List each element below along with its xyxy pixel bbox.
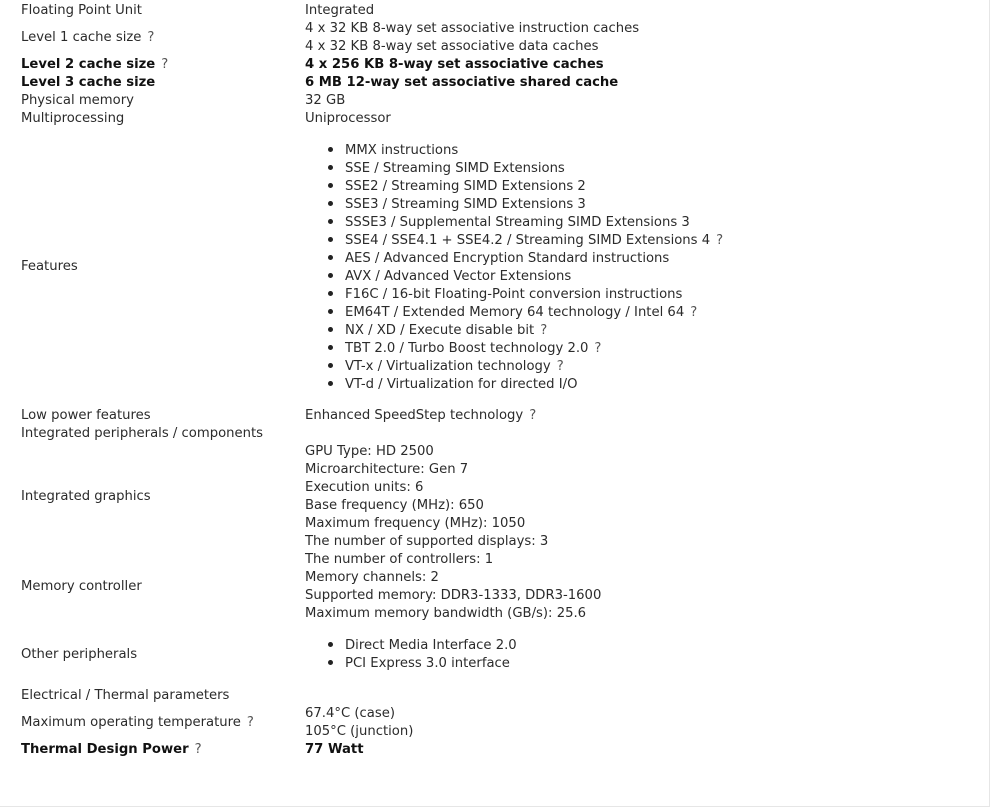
- list-item: TBT 2.0 / Turbo Boost technology 2.0 ?: [328, 340, 723, 358]
- value-multiprocessing: Uniprocessor: [305, 111, 391, 126]
- value-memory-bandwidth: Maximum memory bandwidth (GB/s): 25.6: [305, 606, 587, 621]
- value-l1-data: 4 x 32 KB 8-way set associative data caches: [305, 39, 599, 54]
- label-electrical-thermal: Electrical / Thermal parameters: [21, 688, 230, 703]
- label-l2-cache: Level 2 cache size ?: [21, 57, 169, 72]
- list-item: NX / XD / Execute disable bit ?: [328, 322, 723, 340]
- value-base-frequency: Base frequency (MHz): 650: [305, 498, 484, 513]
- label-other-peripherals: Other peripherals: [21, 647, 138, 662]
- value-gpu-type: GPU Type: HD 2500: [305, 444, 434, 459]
- label-l1-cache: Level 1 cache size ?: [21, 30, 155, 45]
- value-fpu: Integrated: [305, 3, 375, 18]
- list-item: SSSE3 / Supplemental Streaming SIMD Extensions 3: [328, 214, 723, 232]
- list-item: PCI Express 3.0 interface: [328, 655, 517, 673]
- value-temp-junction: 105°C (junction): [305, 724, 414, 739]
- label-integrated-graphics: Integrated graphics: [21, 489, 151, 504]
- help-icon[interactable]: ?: [540, 323, 548, 338]
- list-item: F16C / 16-bit Floating-Point conversion instructions: [328, 286, 723, 304]
- list-item: VT-d / Virtualization for directed I/O: [328, 376, 723, 394]
- label-fpu: Floating Point Unit: [21, 3, 142, 18]
- label-tdp: Thermal Design Power ?: [21, 742, 202, 757]
- value-low-power: Enhanced SpeedStep technology ?: [305, 408, 537, 423]
- help-icon[interactable]: ?: [147, 30, 155, 45]
- help-icon[interactable]: ?: [716, 233, 724, 248]
- list-item: VT-x / Virtualization technology ?: [328, 358, 723, 376]
- list-item: SSE2 / Streaming SIMD Extensions 2: [328, 178, 723, 196]
- label-features: Features: [21, 259, 78, 274]
- value-controllers: The number of controllers: 1: [305, 552, 494, 567]
- list-item: SSE / Streaming SIMD Extensions: [328, 160, 723, 178]
- label-multiprocessing: Multiprocessing: [21, 111, 125, 126]
- label-max-temperature: Maximum operating temperature ?: [21, 715, 254, 730]
- list-item: SSE4 / SSE4.1 + SSE4.2 / Streaming SIMD Extensions 4 ?: [328, 232, 723, 250]
- label-l3-cache: Level 3 cache size: [21, 75, 156, 90]
- value-l3-cache: 6 MB 12-way set associative shared cache: [305, 75, 619, 90]
- value-memory-channels: Memory channels: 2: [305, 570, 439, 585]
- value-l2-cache: 4 x 256 KB 8-way set associative caches: [305, 57, 604, 72]
- label-integrated-peripherals: Integrated peripherals / components: [21, 426, 264, 441]
- list-item: SSE3 / Streaming SIMD Extensions 3: [328, 196, 723, 214]
- help-icon[interactable]: ?: [194, 742, 202, 757]
- label-low-power: Low power features: [21, 408, 151, 423]
- help-icon[interactable]: ?: [529, 408, 537, 423]
- help-icon[interactable]: ?: [556, 359, 564, 374]
- value-max-frequency: Maximum frequency (MHz): 1050: [305, 516, 526, 531]
- help-icon[interactable]: ?: [594, 341, 602, 356]
- label-physical-memory: Physical memory: [21, 93, 134, 108]
- list-item: MMX instructions: [328, 142, 723, 160]
- value-microarchitecture: Microarchitecture: Gen 7: [305, 462, 469, 477]
- label-memory-controller: Memory controller: [21, 579, 142, 594]
- help-icon[interactable]: ?: [246, 715, 254, 730]
- other-peripherals-list: [328, 637, 517, 673]
- value-supported-memory: Supported memory: DDR3-1333, DDR3-1600: [305, 588, 602, 603]
- value-physical-memory: 32 GB: [305, 93, 346, 108]
- help-icon[interactable]: ?: [690, 305, 698, 320]
- list-item: AES / Advanced Encryption Standard instructions: [328, 250, 723, 268]
- value-l1-instruction: 4 x 32 KB 8-way set associative instruction caches: [305, 21, 640, 36]
- list-item: Direct Media Interface 2.0: [328, 637, 517, 655]
- value-execution-units: Execution units: 6: [305, 480, 424, 495]
- list-item: EM64T / Extended Memory 64 technology / Intel 64 ?: [328, 304, 723, 322]
- help-icon[interactable]: ?: [161, 57, 169, 72]
- value-supported-displays: The number of supported displays: 3: [305, 534, 549, 549]
- features-list: [328, 142, 723, 394]
- value-temp-case: 67.4°C (case): [305, 706, 395, 721]
- list-item: AVX / Advanced Vector Extensions: [328, 268, 723, 286]
- value-tdp: 77 Watt: [305, 742, 364, 757]
